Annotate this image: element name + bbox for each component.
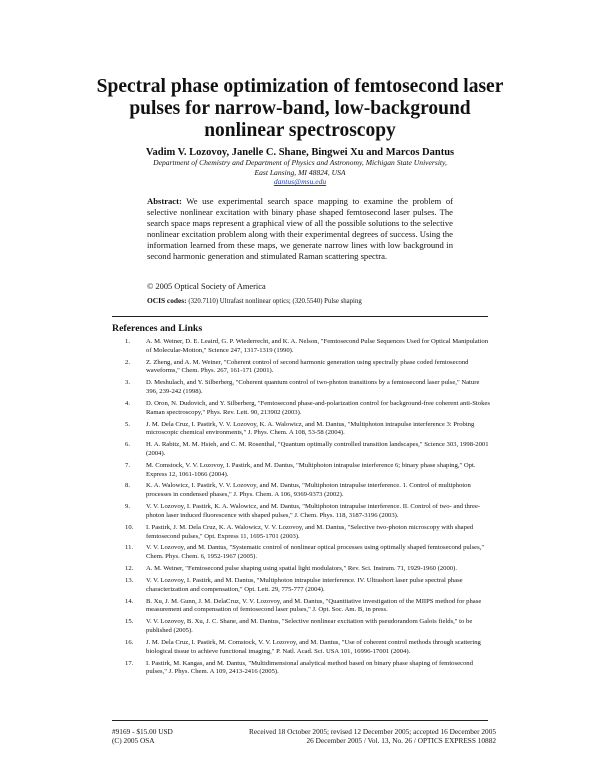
reference-number: 11. xyxy=(125,544,134,552)
reference-text: J. M. Dela Cruz, I. Pastirk, V. V. Lozovoy, K. A. Walowicz, and M. Dantus, "Multiphoton intrapulse interference 3: Probing microscopic chemical environments," J. Phys. Chem. A 108, 53-58 (2004). xyxy=(146,420,475,437)
reference-text: Z. Zheng, and A. M. Weiner, "Coherent control of second harmonic generation using spectrally phase coded femtosecond waveforms," Chem. Phys. 267, 161-171 (2001). xyxy=(146,358,469,375)
reference-number: 6. xyxy=(125,441,130,449)
reference-number: 5. xyxy=(125,420,130,428)
reference-item xyxy=(112,400,492,418)
reference-item xyxy=(112,462,492,480)
reference-text: V. V. Lozovoy, I. Pastirk, K. A. Walowicz, and M. Dantus, "Multiphoton intrapulse interference. II. Control of two- and three-photon laser induced fluorescence with shaped pulses," J. Chem. Phys. 118, 3187-3196 (2003). xyxy=(146,503,481,519)
reference-number: 7. xyxy=(125,461,130,469)
reference-item xyxy=(112,660,492,678)
ocis-label: OCIS codes: xyxy=(147,296,187,305)
reference-text: B. Xu, J. M. Gunn, J. M. DelaCruz, V. V. Lozovoy, and M. Dantus, "Quantitative investigation of the MIIPS method for phase measurement and compensation of femtosecond laser pulses," J. Opt. Soc. Am. B, in press. xyxy=(146,597,482,614)
reference-text: V. V. Lozovoy, I. Pastirk, and M. Dantus, "Multiphoton intrapulse interference. IV. Ultrashort laser pulse spectral phase characterization and compensation," Opt. Lett. 29, 775-777 (2004). xyxy=(146,576,463,593)
reference-text: D. Meshulach, and Y. Silberberg, "Coherent quantum control of two-photon transitions by a femtosecond laser pulse," Nature 396, 239-242 (1998). xyxy=(146,379,480,396)
reference-item xyxy=(112,379,492,397)
reference-text: M. Comstock, V. V. Lozovoy, I. Pastirk, and M. Dantus, "Multiphoton intrapulse interference 6; binary phase shaping," Opt. Express 12, 1061-1066 (2004). xyxy=(146,461,476,478)
affiliation-line-2: East Lansing, MI 48824, USA xyxy=(254,167,346,177)
reference-item xyxy=(112,359,492,377)
reference-item xyxy=(112,524,492,542)
reference-text: I. Pastirk, M. Kangas, and M. Dantus, "Multidimensional analytical method based on binary phase shaping of femtosecond pulses," J. Phys. Chem. A 109, 2413-2416 (2005). xyxy=(146,659,473,676)
reference-number: 9. xyxy=(125,503,130,511)
reference-number: 1. xyxy=(125,338,130,345)
reference-item xyxy=(112,482,492,500)
reference-item xyxy=(112,565,492,574)
reference-text: A. M. Weiner, D. E. Leaird, G. P. Wiederrecht, and K. A. Nelson, "Femtosecond Pulse Sequences Used for Optical Manipulation of Molecular-Motion," Science 247, 1317-1319 (1990). xyxy=(146,338,489,354)
reference-item xyxy=(112,503,492,521)
section-divider-top xyxy=(112,316,488,317)
email-link[interactable]: dantus@msu.edu xyxy=(273,177,327,186)
reference-text: V. V. Lozovoy, B. Xu, J. C. Shane, and M. Dantus, "Selective nonlinear excitation with pseudorandom Galois fields," to be published (2005). xyxy=(146,618,473,634)
paper-title: Spectral phase optimization of femtosecond laser pulses for narrow-band, low-background nonlinear spectroscopy xyxy=(96,76,504,141)
reference-text: K. A. Walowicz, I. Pastirk, V. V. Lozovoy, and M. Dantus, "Multiphoton intrapulse interference. 1. Control of multiphoton processes in condensed phases," J. Phys. Chem. A 106, 9369-9373 (2002). xyxy=(146,482,471,499)
affiliation-line-1: Department of Chemistry and Department of Physics and Astronomy, Michigan State University, xyxy=(153,158,447,167)
reference-item xyxy=(112,338,492,356)
reference-item xyxy=(112,441,492,459)
reference-item xyxy=(112,577,492,595)
reference-number: 10. xyxy=(125,523,134,531)
footer-journal-citation: 26 December 2005 / Vol. 13, No. 26 / OPTICS EXPRESS 10882 xyxy=(306,736,496,746)
reference-number: 16. xyxy=(125,638,134,646)
reference-item xyxy=(112,544,492,562)
reference-list xyxy=(112,338,492,680)
footer-price: #9169 - $15.00 USD xyxy=(112,727,173,736)
reference-number: 4. xyxy=(125,399,130,407)
ocis-codes xyxy=(147,296,362,306)
page-footer xyxy=(112,727,496,746)
reference-item xyxy=(112,618,492,636)
abstract-label: Abstract: xyxy=(147,196,182,206)
author-list: Vadim V. Lozovoy, Janelle C. Shane, Bingwei Xu and Marcos Dantus xyxy=(145,147,455,158)
abstract xyxy=(147,196,453,261)
reference-text: I. Pastirk, J. M. Dela Cruz, K. A. Walowicz, V. V. Lozovoy, and M. Dantus, "Selective two-photon microscopy with shaped femtosecond pulses," Opt. Express 11, 1695-1701 (2003). xyxy=(146,523,474,540)
reference-text: A. M. Weiner, "Femtosecond pulse shaping using spatial light modulators," Rev. Sci. Instrum. 71, 1929-1960 (2000). xyxy=(146,565,457,573)
abstract-text: We use experimental search space mapping to examine the problem of selective nonlinear excitation with binary phase shaped femtosecond laser pulses. The search space maps represent a graphical view of all the possible solutions to the selective nonlinear excitation problem along with their experimental degrees of success. Using the information learned from these maps, we generate narrow lines with low background in second harmonic generation and stimulated Raman scattering spectra. xyxy=(147,196,453,261)
affiliation xyxy=(120,158,480,187)
reference-number: 13. xyxy=(125,576,134,584)
reference-number: 14. xyxy=(125,597,134,605)
reference-number: 15. xyxy=(125,618,134,626)
reference-number: 12. xyxy=(125,565,134,573)
footer-copyright: (C) 2005 OSA xyxy=(112,736,155,746)
reference-item xyxy=(112,598,492,616)
reference-number: 2. xyxy=(125,358,130,366)
copyright-notice: © 2005 Optical Society of America xyxy=(147,282,266,291)
reference-text: D. Oron, N. Dudovich, and Y. Silberberg, "Femtosecond phase-and-polarization control for background-free coherent anti-Stokes Raman spectroscopy," Phys. Rev. Lett. 90, 213902 (2003). xyxy=(146,399,490,416)
reference-item xyxy=(112,421,492,439)
reference-number: 3. xyxy=(125,379,130,387)
footer-received-dates: Received 18 October 2005; revised 12 December 2005; accepted 16 December 2005 xyxy=(249,727,496,736)
section-divider-bottom xyxy=(112,720,488,721)
reference-number: 8. xyxy=(125,482,130,490)
ocis-text: (320.7110) Ultrafast nonlinear optics; (320.5540) Pulse shaping xyxy=(188,298,362,305)
reference-text: H. A. Rabitz, M. M. Hsieh, and C. M. Rosenthal, "Quantum optimally controlled transition landscapes," Science 303, 1998-2001 (2004). xyxy=(146,441,489,457)
reference-item xyxy=(112,639,492,657)
reference-text: V. V. Lozovoy, and M. Dantus, "Systematic control of nonlinear optical processes using optimally shaped femtosecond pulses," Chem. Phys. Chem. 6, 1952-1967 (2005). xyxy=(146,544,485,561)
reference-text: J. M. Dela Cruz, I. Pastirk, M. Comstock, V. V. Lozovoy, and M. Dantus, "Use of coherent control methods through scattering biological tissue to achieve functional imaging," P. Natl. Acad. Sci. USA 101, 16996-17001 (2004). xyxy=(146,638,481,655)
references-heading: References and Links xyxy=(112,323,203,334)
reference-number: 17. xyxy=(125,659,134,667)
